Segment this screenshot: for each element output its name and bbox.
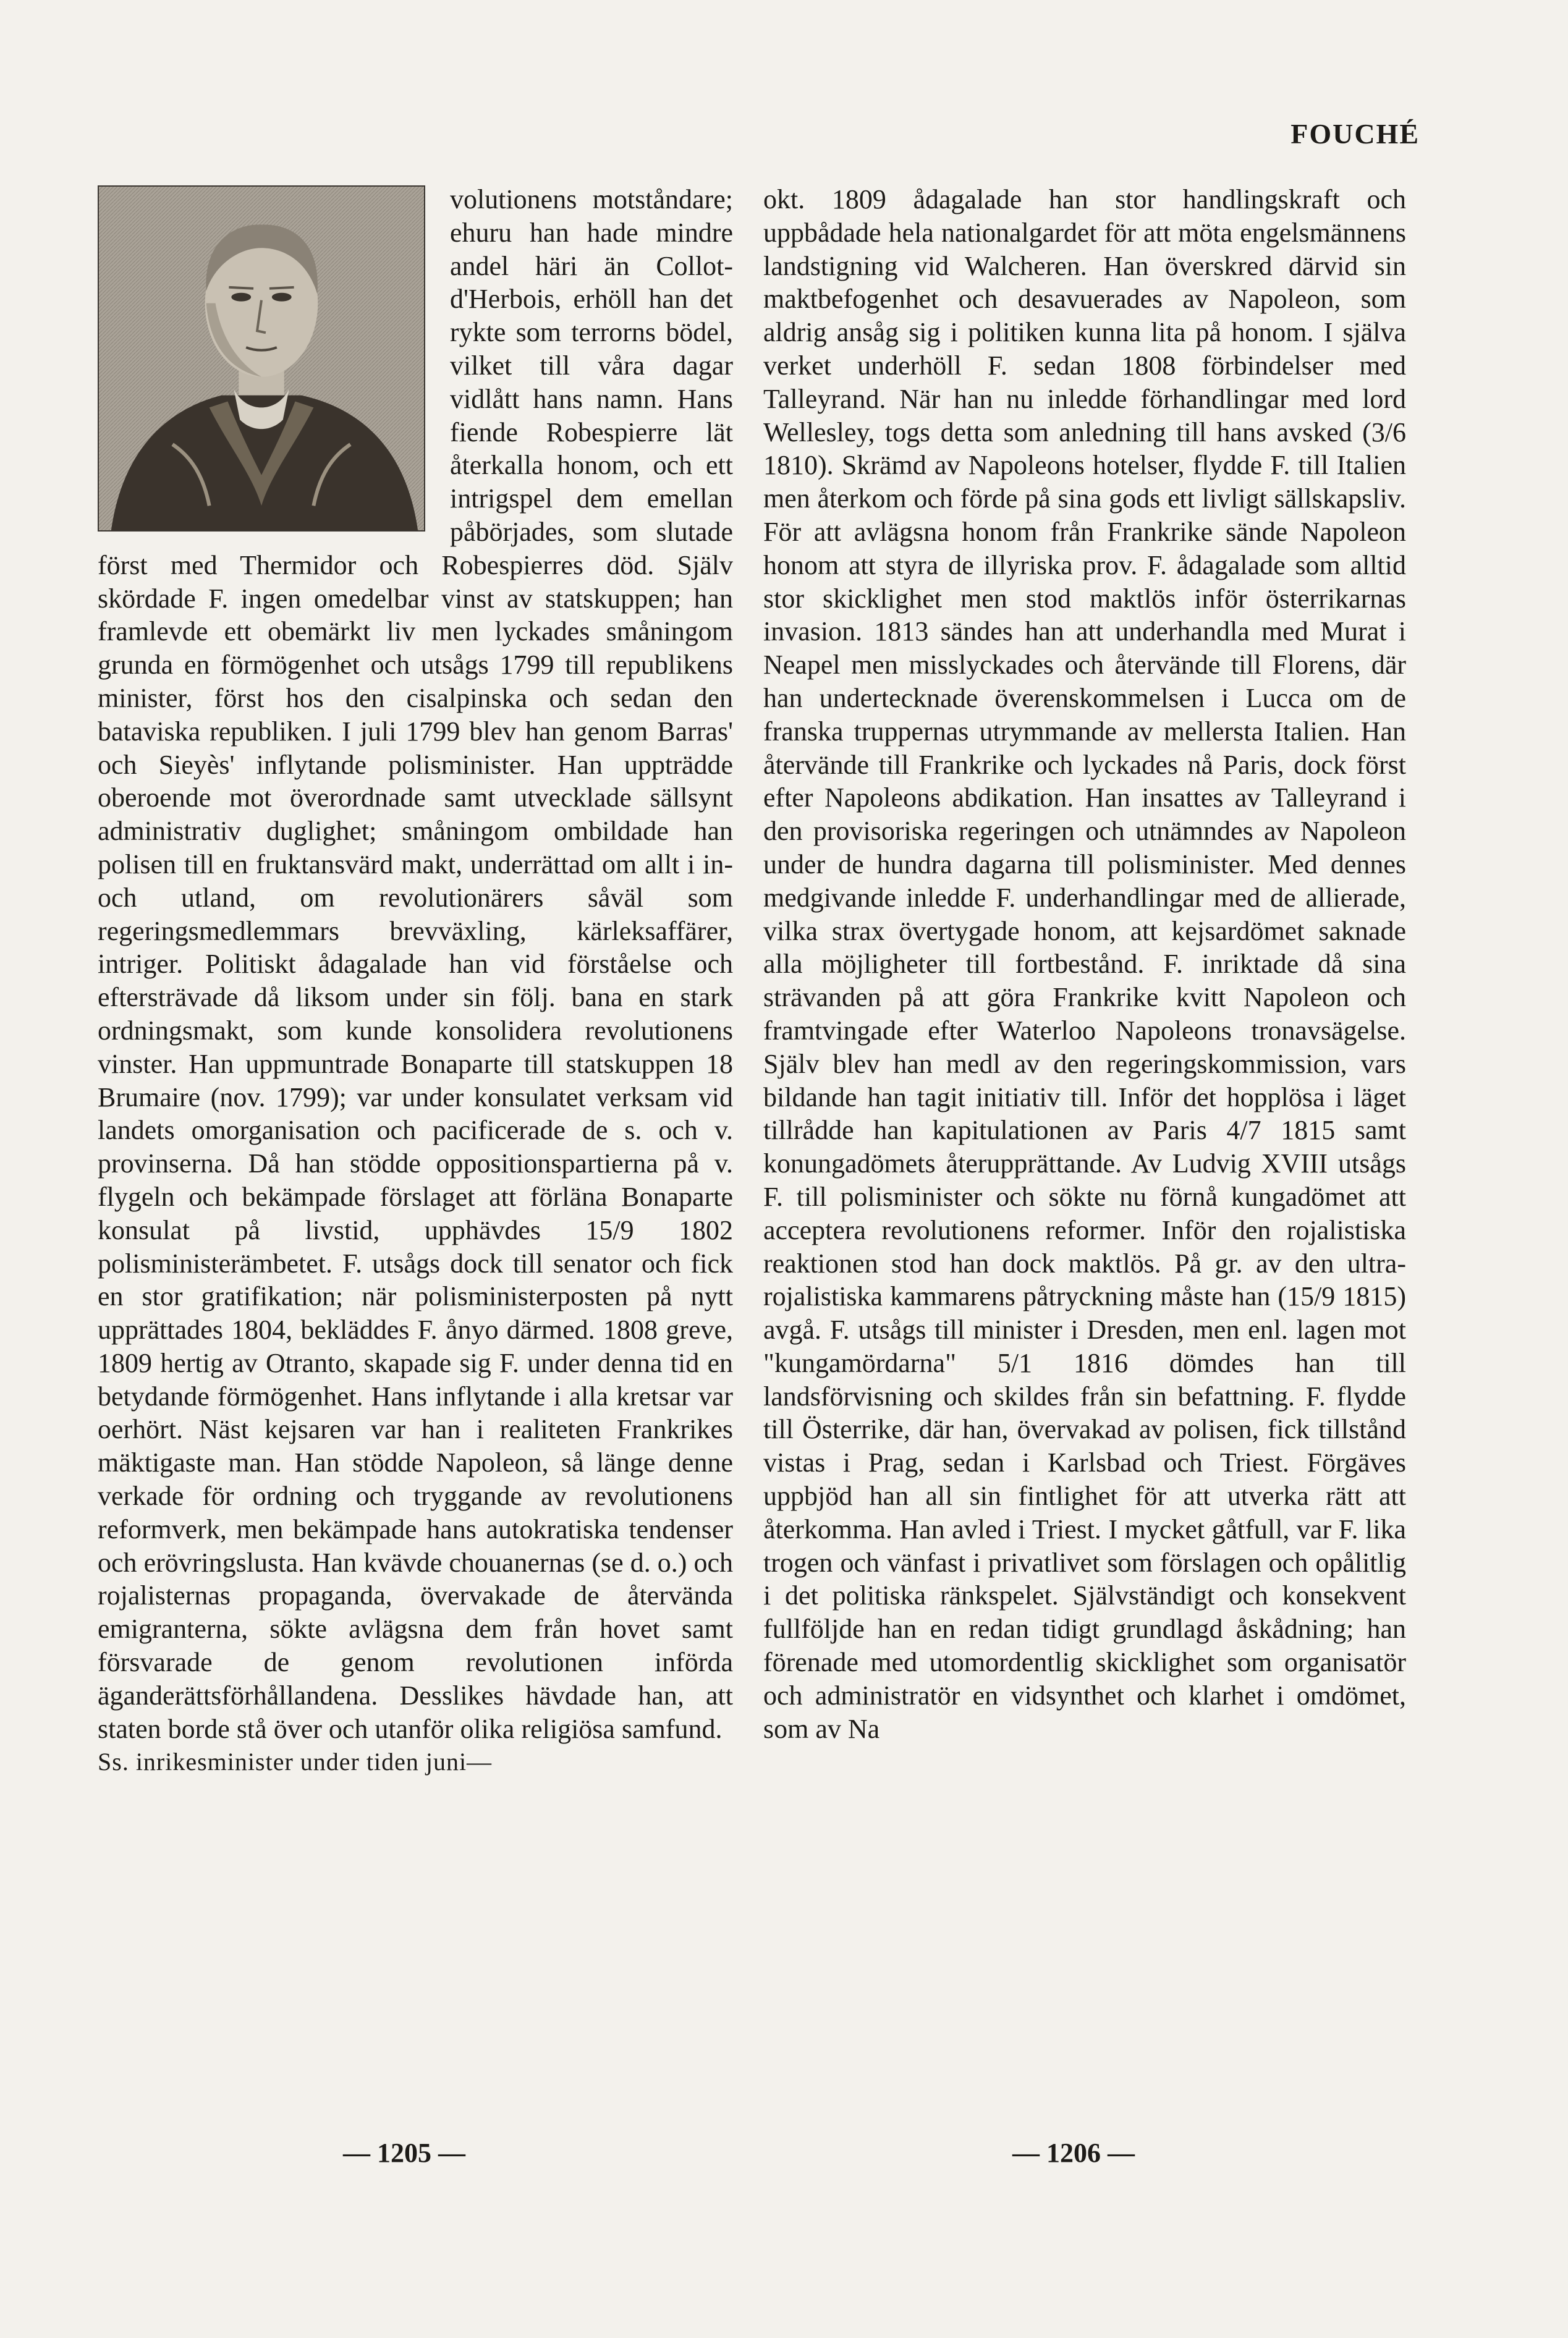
left-column xyxy=(98,183,733,1779)
left-column-text: volutionens motståndare; ehuru han hade mindre andel häri än Collot-d'Herbois, erhöll han det rykte som terrorns bödel, vilket till våra dagar vidlått hans namn. Hans fiende Robespierre lät återkalla honom, och ett intrigspel dem emellan påbörjades, som slutade först med Thermidor och Robespierres död. Själv skördade F. ingen omedelbar vinst av statskuppen; han framlevde ett obemärkt liv men lyckades småningom grunda en förmögenhet och utsågs 1799 till republikens minister, först hos den cisalpinska och sedan den bataviska republiken. I juli 1799 blev han genom Barras' och Sieyès' inflytande polisminister. Han uppträdde oberoende mot överordnade samt utvecklade sällsynt administrativ duglighet; småningom ombildade han polisen till en fruktansvärd makt, underrättad om allt i in- och utland, om revolutionärers såväl som regeringsmedlemmars brevväxling, kärleksaffärer, intriger. Politiskt ådagalade han vid förståelse och eftersträvade då liksom under sin följ. bana en stark ordningsmakt, som kunde konsolidera revolutionens vinster. Han uppmuntrade Bonaparte till statskuppen 18 Brumaire (nov. 1799); var under konsulatet verksam vid landets omorganisation och pacificerade de s. och v. provinserna. Då han stödde oppositionspartierna på v. flygeln och bekämpade förslaget att förläna Bonaparte konsulat på livstid, upphävdes 15/9 1802 polisministerämbetet. F. utsågs dock till senator och fick en stor gratifikation; när polisministerposten på nytt upprättades 1804, bekläddes F. ånyo därmed. 1808 greve, 1809 hertig av Otranto, skapade sig F. under denna tid en betydande förmögenhet. Hans inflytande i alla kretsar var oerhört. Näst kejsaren var han i realiteten Frankrikes mäktigaste man. Han stödde Napoleon, så länge denne verkade för ordning och tryggande av revolutionens reformverk, men bekämpade hans autokratiska tendenser och erövringslusta. Han kvävde chouanernas (se d. o.) och rojalisternas propaganda, övervakade de återvända emigranterna, sökte avlägsna dem från hovet samt försvarade de genom revolutionen införda äganderättsförhållandena. Desslikes hävdade han, att staten borde stå över och utanför olika religiösa samfund. xyxy=(98,184,733,1744)
page-number-right: — 1206 — xyxy=(1012,2138,1135,2168)
author-signature: Ss. inrikesminister under tiden juni— xyxy=(98,1748,493,1776)
running-head: FOUCHÉ xyxy=(1290,118,1420,150)
right-column xyxy=(763,183,1406,1745)
right-column-text: okt. 1809 ådagalade han stor handlingskraft och uppbådade hela nationalgardet för att möta engelsmännens landstigning vid Walcheren. Han överskred därvid sin maktbefogenhet och desavuerades av Napoleon, som aldrig ansåg sig i politiken kunna lita på honom. I själva verket underhöll F. sedan 1808 förbindelser med Talleyrand. När han nu inledde förhandlingar med lord Wellesley, togs detta som anledning till hans avsked (3/6 1810). Skrämd av Napoleons hotelser, flydde F. till Italien men återkom och förde på sina gods ett livligt sällskapsliv. För att avlägsna honom från Frankrike sände Napoleon honom att styra de illyriska prov. F. ådagalade som alltid stor skicklighet men stod maktlös inför österrikarnas invasion. 1813 sändes han att underhandla med Murat i Neapel men misslyckades och återvände till Florens, där han undertecknade överenskommelsen i Lucca om de franska truppernas utrymmande av mellersta Italien. Han återvände till Frankrike och lyckades nå Paris, dock först efter Napoleons abdikation. Han insattes av Talleyrand i den provisoriska regeringen och utnämndes av Napoleon under de hundra dagarna till polisminister. Med dennes medgivande inledde F. underhandlingar med de allierade, vilka strax övertygade honom, att kejsardömet saknade alla möjligheter till fortbestånd. F. inriktade då sina strävanden på att göra Frankrike kvitt Napoleon och framtvingade efter Waterloo Napoleons tronavsägelse. Själv blev han medl av den regeringskommission, vars bildande han tagit initiativ till. Inför det hopplösa i läget tillrådde han kapitulationen av Paris 4/7 1815 samt konungadömets återupprättande. Av Ludvig XVIII utsågs F. till polisminister och sökte nu förnå kungadömet att acceptera revolutionens reformer. Inför den rojalistiska reaktionen stod han dock maktlös. På gr. av den ultra-rojalistiska kammarens påtryckning måste han (15/9 1815) avgå. F. utsågs till minister i Dresden, men enl. lagen mot "kungamördarna" 5/1 1816 dömdes han till landsförvisning och skildes från sin befattning. F. flydde till Österrike, där han, övervakad av polisen, fick tillstånd vistas i Prag, sedan i Karlsbad och Triest. Förgäves uppbjöd han all sin fintlighet för att utverka rätt att återkomma. Han avled i Triest. I mycket gåtfull, var F. lika trogen och vänfast i privatlivet som förslagen och opålitlig i det politiska ränkspelet. Självständigt och konsekvent fullföljde han en redan tidigt grundlagd åskådning; han förenade med utomordentlig skicklighet som organisatör och administratör en vidsynthet och klarhet i omdömet, som av Na xyxy=(763,184,1406,1744)
portrait-engraving-icon xyxy=(98,185,425,532)
page-number-left: — 1205 — xyxy=(343,2138,465,2168)
